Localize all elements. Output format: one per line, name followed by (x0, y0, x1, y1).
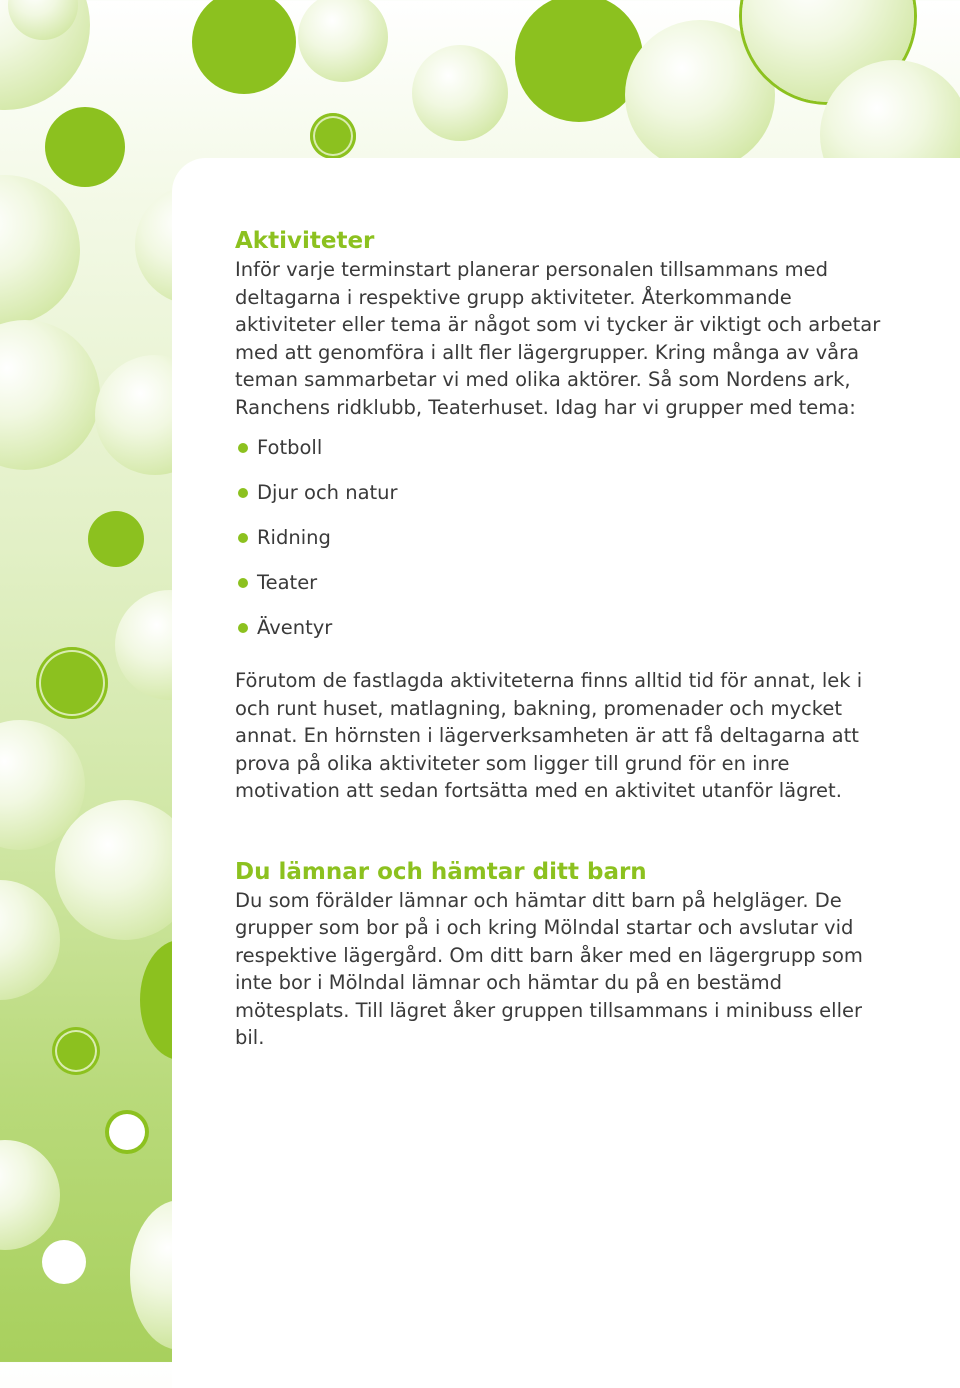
decor-circle (109, 1114, 145, 1150)
list-item-label: Teater (257, 571, 318, 594)
list-item (235, 524, 895, 569)
list-item (235, 479, 895, 524)
section-heading: Aktiviteter (235, 228, 375, 254)
theme-list (235, 434, 895, 659)
section-outro: Förutom de fastlagda aktiviteterna finns alltid tid för annat, lek i och runt huset, matlagning, bakning, promenader och mycket annat. En hörnsten i lägerverksamheten är att få deltagarna att prova på olika aktiviteter som ligger till grund för en inre motivation att sedan fortsätta med en aktivitet utanför lägret. (235, 669, 863, 802)
section-aktiviteter (235, 226, 895, 805)
list-item-label: Djur och natur (257, 481, 398, 504)
section-intro: Inför varje terminstart planerar personalen tillsammans med deltagarna i respektive grupp aktiviteter. Återkommande aktiviteter eller tema är något som vi tycker är viktigt och arbetar med att genomföra i allt fler lägergrupper. Kring många av våra teman sammarbetar vi med olika aktörer. Så som Nordens ark, Ranchens ridklubb, Teaterhuset. Idag har vi grupper med tema: (235, 258, 881, 419)
section-body: Du som förälder lämnar och hämtar ditt barn på helgläger. De grupper som bor på i och kring Mölndal startar och avslutar vid respektive lägergård. Om ditt barn åker med en lägergrupp som inte bor i Mölndal lämnar och hämtar du på en bestämd mötesplats. Till lägret åker gruppen tillsammans i minibuss eller bil. (235, 888, 863, 1049)
decor-circle (0, 175, 80, 325)
decor-circle (52, 1027, 100, 1075)
decor-circle (88, 511, 144, 567)
list-item (235, 569, 895, 614)
list-item (235, 614, 895, 659)
section-lamnar-hamtar (235, 857, 895, 1052)
list-item-label: Fotboll (257, 436, 323, 459)
decor-circle (0, 880, 60, 1000)
bullet-icon (238, 578, 248, 588)
bullet-icon (238, 533, 248, 543)
decor-circle (42, 1240, 86, 1284)
bullet-icon (238, 443, 248, 453)
decor-circle (36, 647, 108, 719)
bullet-icon (238, 488, 248, 498)
decor-circle (515, 0, 643, 122)
section-heading: Du lämnar och hämtar ditt barn (235, 858, 647, 885)
decor-circle (0, 320, 100, 470)
decor-circle (45, 107, 125, 187)
decor-circle (192, 0, 296, 94)
decor-circle (310, 113, 356, 159)
list-item-label: Äventyr (257, 616, 333, 639)
decor-circle (298, 0, 388, 82)
decor-circle (0, 1140, 60, 1250)
bullet-icon (238, 623, 248, 633)
content (235, 226, 895, 1052)
decor-circle (412, 45, 508, 141)
list-item (235, 434, 895, 479)
list-item-label: Ridning (257, 526, 331, 549)
